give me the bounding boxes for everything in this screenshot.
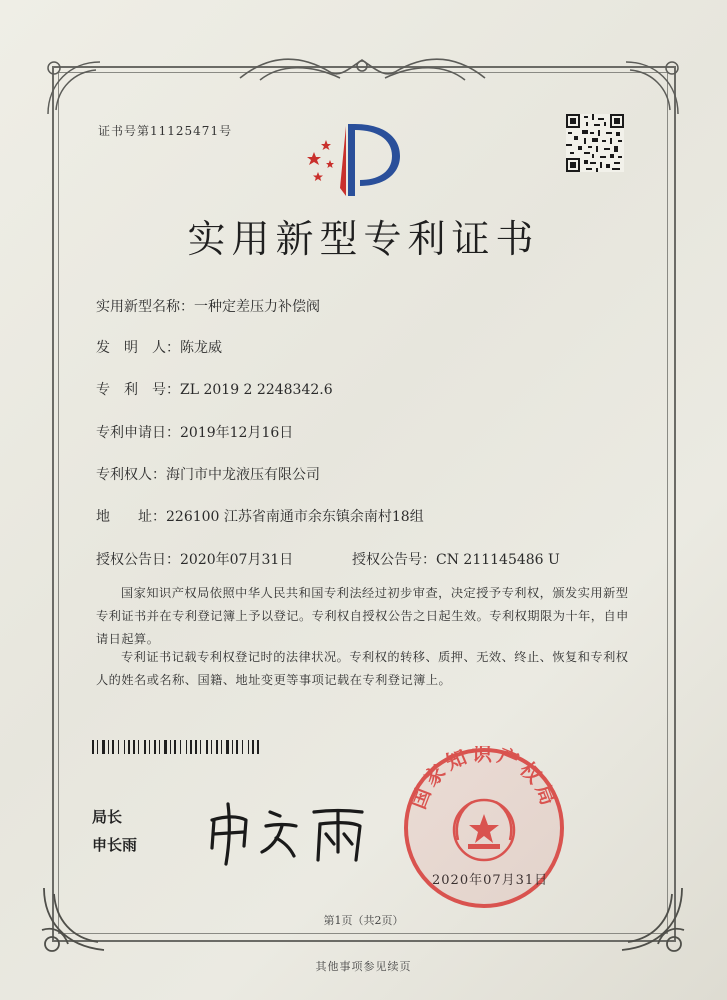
director-signature	[196, 790, 376, 870]
utility-name-field	[96, 296, 320, 316]
application-date-label: 专利申请日：	[96, 425, 180, 441]
description-paragraph-2: 专利证书记载专利权登记时的法律状况。专利权的转移、质押、无效、终止、恢复和专利权人的姓名或名称、国籍、地址变更等事项记载在专利登记簿上。	[96, 650, 629, 687]
corner-ornament-top-right	[616, 54, 686, 124]
certificate-number: 证书号第11125471号	[98, 124, 233, 138]
utility-name-value: 一种定差压力补偿阀	[194, 299, 320, 315]
barcode	[92, 740, 260, 754]
announce-number-label: 授权公告号：	[352, 552, 436, 568]
announce-number-field	[352, 549, 560, 569]
application-date-field	[96, 422, 293, 442]
announce-date-field	[96, 549, 293, 569]
address-label: 地 址：	[96, 509, 166, 525]
inventor-label: 发 明 人：	[96, 340, 180, 356]
director-title: 局长	[92, 808, 123, 826]
utility-name-label: 实用新型名称：	[96, 299, 194, 315]
certificate-title: 实用新型专利证书	[187, 217, 540, 261]
seal-date: 2020年07月31日	[432, 873, 549, 888]
address-field	[96, 506, 424, 526]
cnipa-logo	[300, 118, 410, 200]
seal-text: 国家知识产权局	[405, 746, 563, 813]
footer-note: 其他事项参见续页	[315, 960, 412, 973]
corner-ornament-top-left	[40, 54, 110, 124]
announce-number-value: CN 211145486 U	[436, 552, 560, 568]
qr-code	[566, 114, 624, 172]
top-ornament	[230, 50, 495, 86]
patent-number-value: ZL 2019 2 2248342.6	[180, 382, 333, 398]
patent-number-field	[96, 379, 333, 399]
page-number: 第1页（共2页）	[323, 914, 404, 927]
inventor-value: 陈龙威	[180, 340, 222, 356]
application-date-value: 2019年12月16日	[180, 425, 294, 441]
address-value: 226100 江苏省南通市余东镇余南村18组	[166, 509, 424, 525]
patentee-field	[96, 464, 320, 484]
announce-date-value: 2020年07月31日	[180, 552, 294, 568]
patentee-value: 海门市中龙液压有限公司	[166, 467, 320, 483]
patentee-label: 专利权人：	[96, 467, 166, 483]
patent-number-label: 专 利 号：	[96, 382, 180, 398]
inventor-field	[96, 337, 222, 357]
announce-date-label: 授权公告日：	[96, 552, 180, 568]
description-paragraph-1: 国家知识产权局依照中华人民共和国专利法经过初步审查，决定授予专利权，颁发实用新型专利证书并在专利登记簿上予以登记。专利权自授权公告之日起生效。专利权期限为十年，自申请日起算。	[96, 586, 629, 646]
director-name: 申长雨	[92, 836, 138, 854]
